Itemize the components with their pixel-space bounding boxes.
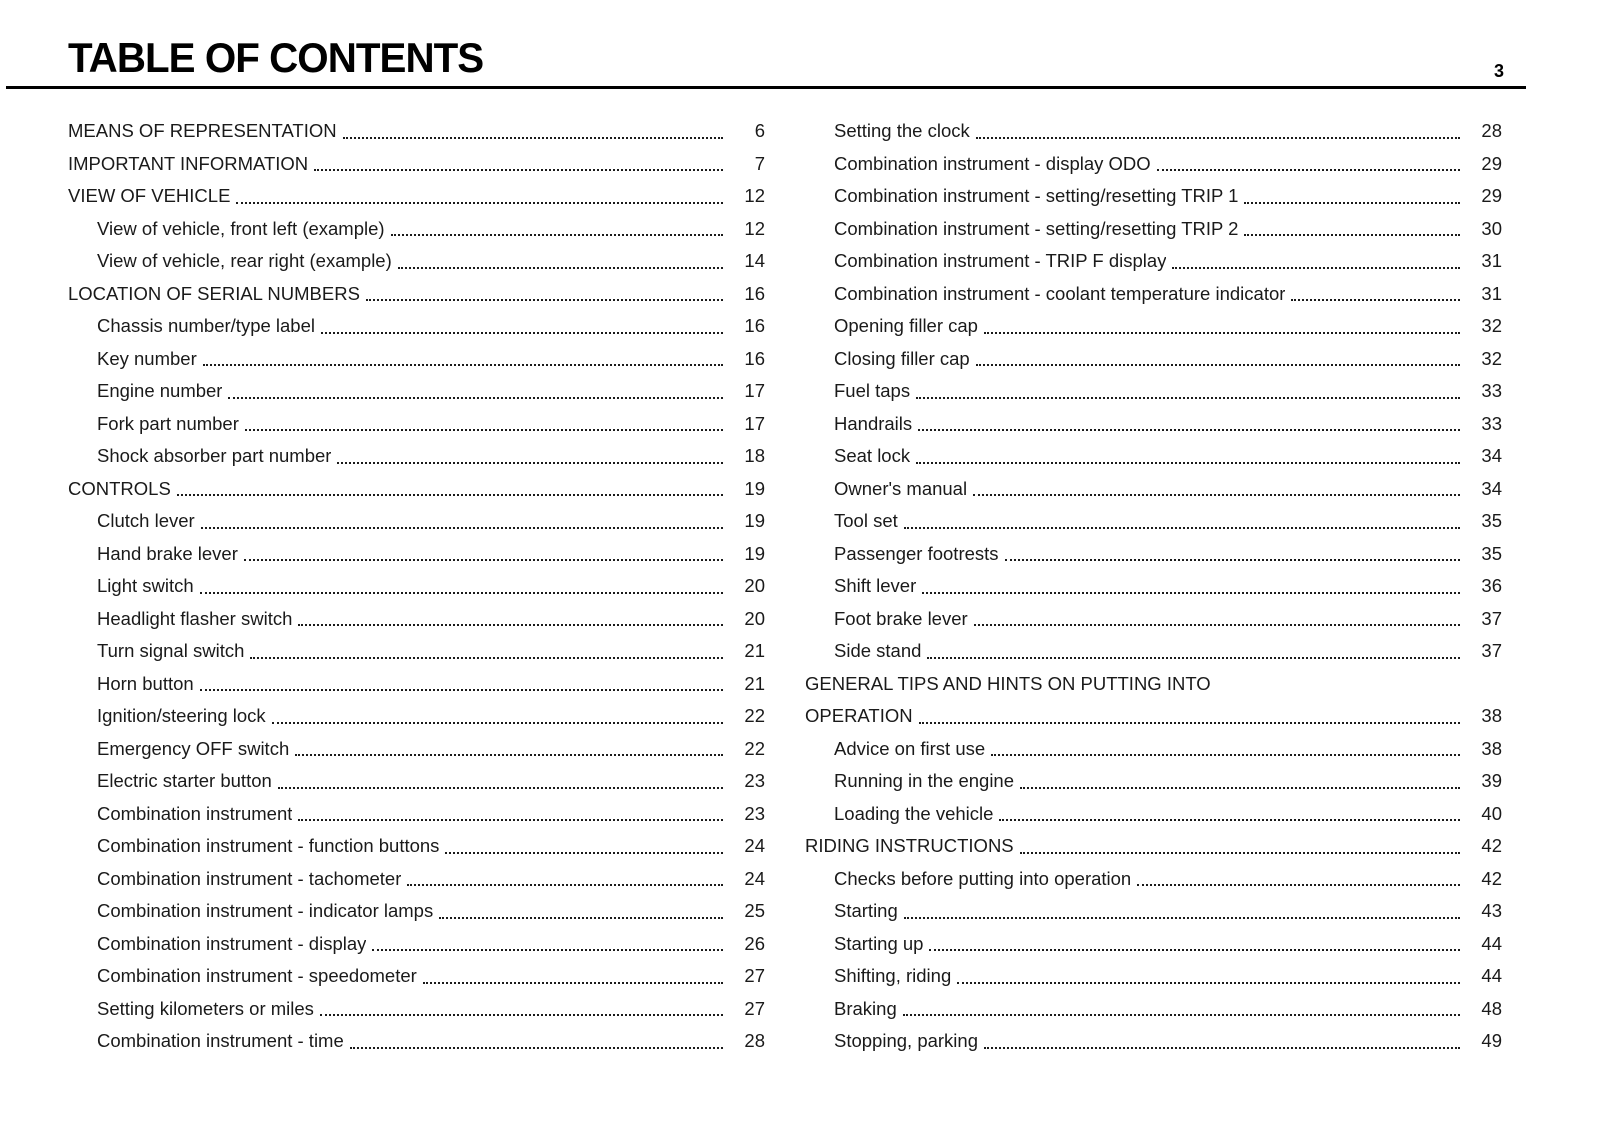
toc-entry-label: Handrails [834, 412, 913, 434]
toc-entry-label: OPERATION [805, 705, 913, 726]
toc-entry-label: Foot brake lever [834, 607, 968, 629]
toc-entry-label: Combination instrument - display [97, 932, 367, 954]
toc-entry-page: 37 [1481, 640, 1502, 661]
toc-entry-row [68, 408, 765, 441]
toc-entry-page: 39 [1481, 770, 1502, 791]
toc-entry-label: Closing filler cap [834, 347, 970, 369]
dotted-leader [407, 863, 723, 887]
toc-entry-label: Starting [834, 900, 898, 921]
toc-entry-page: 32 [1481, 347, 1502, 369]
dotted-leader [391, 213, 723, 237]
toc-entry-row [68, 278, 765, 311]
toc-entry-row [805, 180, 1502, 213]
toc-entry-label: CONTROLS [68, 477, 171, 499]
toc-entry-page: 43 [1481, 900, 1502, 921]
dotted-leader [919, 700, 1460, 724]
toc-entry-label: Engine number [97, 380, 223, 401]
dotted-leader [244, 538, 723, 562]
dotted-leader [903, 993, 1460, 1017]
dotted-leader [929, 928, 1460, 952]
toc-entry-page: 28 [744, 1030, 765, 1051]
toc-entry-label: MEANS OF REPRESENTATION [68, 120, 337, 141]
toc-entry-label: Fork part number [97, 412, 239, 434]
toc-entry-row [805, 603, 1502, 636]
dotted-leader [398, 245, 723, 269]
page-title: TABLE OF CONTENTS [68, 34, 484, 81]
toc-entry-label: Combination instrument - setting/resetting TRIP 1 [834, 185, 1239, 206]
toc-entry-row [68, 375, 765, 408]
toc-entry-page: 35 [1481, 510, 1502, 531]
toc-entry-label: VIEW OF VEHICLE [68, 185, 231, 206]
toc-entry-row [805, 635, 1502, 668]
toc-entry-label: Side stand [834, 640, 922, 661]
dotted-leader [922, 570, 1460, 594]
dotted-leader [439, 895, 723, 919]
toc-entry-page: 34 [1481, 477, 1502, 499]
dotted-leader [320, 993, 723, 1017]
toc-entry-page: 23 [744, 770, 765, 791]
dotted-leader [337, 440, 723, 464]
toc-entry-row [805, 278, 1502, 311]
toc-entry-page: 34 [1481, 445, 1502, 466]
toc-entry-row [68, 635, 765, 668]
toc-entry-page: 12 [744, 185, 765, 206]
toc-entry-page: 27 [744, 965, 765, 986]
toc-entry-label: Setting the clock [834, 120, 970, 141]
dotted-leader [350, 1025, 723, 1049]
toc-entry-page: 7 [754, 152, 765, 174]
dotted-leader [904, 895, 1460, 919]
dotted-leader [228, 375, 723, 399]
toc-column-left [68, 115, 765, 1058]
toc-entry-row [805, 245, 1502, 278]
toc-content [0, 89, 1600, 1058]
toc-entry-label: Owner's manual [834, 477, 968, 499]
dotted-leader [976, 343, 1460, 367]
toc-entry-page: 42 [1481, 867, 1502, 889]
toc-entry-label: Stopping, parking [834, 1030, 978, 1051]
toc-entry-page: 30 [1481, 217, 1502, 239]
toc-entry-page: 18 [744, 445, 765, 466]
toc-entry-page: 16 [744, 282, 765, 304]
toc-entry-label: Hand brake lever [97, 542, 238, 564]
toc-entry-row [68, 473, 765, 506]
toc-entry-page: 31 [1481, 250, 1502, 271]
toc-entry-label: Combination instrument [97, 802, 293, 824]
toc-entry-row [68, 310, 765, 343]
toc-entry-label: Braking [834, 997, 897, 1019]
dotted-leader [1291, 278, 1460, 302]
toc-entry-row [805, 538, 1502, 571]
toc-entry-label: Shifting, riding [834, 965, 952, 986]
toc-entry-row [68, 115, 765, 148]
toc-entry-page: 38 [1481, 705, 1502, 726]
toc-entry-row [68, 1025, 765, 1058]
toc-entry-label: Setting kilometers or miles [97, 997, 314, 1019]
dotted-leader [272, 700, 723, 724]
toc-entry-row [68, 993, 765, 1026]
toc-entry-row [68, 960, 765, 993]
toc-entry-label: Seat lock [834, 445, 911, 466]
dotted-leader [423, 960, 723, 984]
toc-entry-label: Combination instrument - time [97, 1030, 344, 1051]
toc-entry-label: Ignition/steering lock [97, 705, 266, 726]
dotted-leader [298, 798, 723, 822]
toc-column-right [805, 115, 1502, 1058]
toc-entry-page: 48 [1481, 997, 1502, 1019]
toc-entry-label: Advice on first use [834, 737, 986, 759]
toc-entry-row [68, 895, 765, 928]
toc-entry-row [68, 765, 765, 798]
dotted-leader [203, 343, 723, 367]
dotted-leader [918, 408, 1460, 432]
toc-entry-label: LOCATION OF SERIAL NUMBERS [68, 282, 360, 304]
toc-entry-row [805, 960, 1502, 993]
toc-entry-page: 21 [744, 672, 765, 694]
toc-entry-page: 16 [744, 347, 765, 369]
toc-entry-page: 24 [744, 867, 765, 889]
toc-entry-page: 32 [1481, 315, 1502, 336]
toc-entry-page: 21 [744, 640, 765, 661]
page-number: 3 [1493, 61, 1504, 81]
toc-entry-row [68, 440, 765, 473]
toc-entry-row [68, 213, 765, 246]
toc-entry-row [68, 245, 765, 278]
toc-entry-label: Clutch lever [97, 510, 195, 531]
dotted-leader [200, 668, 723, 692]
dotted-leader [916, 440, 1460, 464]
toc-entry-row [805, 343, 1502, 376]
toc-entry-row [805, 310, 1502, 343]
dotted-leader [321, 310, 723, 334]
dotted-leader [278, 765, 723, 789]
toc-entry-row [68, 570, 765, 603]
dotted-leader [1020, 765, 1460, 789]
page-header [6, 0, 1526, 89]
toc-entry-row [805, 408, 1502, 441]
toc-entry-row [805, 213, 1502, 246]
toc-entry-label: Key number [97, 347, 197, 369]
toc-entry-page: 17 [744, 380, 765, 401]
toc-entry-page: 6 [754, 120, 765, 141]
dotted-leader [1157, 148, 1460, 172]
toc-entry-page: 20 [744, 607, 765, 629]
dotted-leader [366, 278, 723, 302]
toc-entry-row [805, 895, 1502, 928]
toc-entry-row [805, 798, 1502, 831]
toc-entry-page: 38 [1481, 737, 1502, 759]
toc-entry-label: Tool set [834, 510, 898, 531]
dotted-leader [1137, 863, 1460, 887]
toc-entry-label: Horn button [97, 672, 194, 694]
dotted-leader [984, 1025, 1460, 1049]
toc-entry-label: View of vehicle, rear right (example) [97, 250, 392, 271]
toc-entry-page: 19 [744, 510, 765, 531]
toc-entry-label: Combination instrument - display ODO [834, 152, 1151, 174]
toc-entry-row [68, 830, 765, 863]
toc-entry-page: 35 [1481, 542, 1502, 564]
toc-entry-row [68, 863, 765, 896]
toc-entry-label: View of vehicle, front left (example) [97, 217, 385, 239]
toc-entry-row [805, 928, 1502, 961]
dotted-leader [1005, 538, 1460, 562]
toc-entry-label: Turn signal switch [97, 640, 245, 661]
dotted-leader [999, 798, 1460, 822]
toc-entry-page: 14 [744, 250, 765, 271]
toc-entry-row [805, 148, 1502, 181]
toc-entry-row [68, 538, 765, 571]
toc-entry-page: 19 [744, 477, 765, 499]
toc-entry-page: 20 [744, 575, 765, 596]
toc-entry-row [805, 733, 1502, 766]
toc-entry-page: 42 [1481, 835, 1502, 856]
toc-entry-page: 25 [744, 900, 765, 921]
dotted-leader [236, 180, 723, 204]
toc-entry-page: 40 [1481, 802, 1502, 824]
toc-entry-page: 27 [744, 997, 765, 1019]
dotted-leader [200, 570, 723, 594]
toc-entry-label: Fuel taps [834, 380, 911, 401]
dotted-leader [991, 733, 1460, 757]
toc-entry-row [805, 993, 1502, 1026]
toc-entry-label: Combination instrument - coolant temperature indicator [834, 282, 1286, 304]
toc-entry-row [68, 603, 765, 636]
toc-entry-page: 29 [1481, 152, 1502, 174]
toc-entry-row [68, 700, 765, 733]
toc-entry-row [68, 505, 765, 538]
toc-entry-row [805, 863, 1502, 896]
dotted-leader [916, 375, 1460, 399]
dotted-leader [976, 115, 1460, 139]
toc-entry-row [68, 798, 765, 831]
toc-entry-label: Loading the vehicle [834, 802, 994, 824]
toc-entry-label: Combination instrument - setting/resetting TRIP 2 [834, 217, 1239, 239]
toc-entry-page: 28 [1481, 120, 1502, 141]
toc-entry-page: 24 [744, 835, 765, 856]
toc-entry-page: 37 [1481, 607, 1502, 629]
toc-entry-label: GENERAL TIPS AND HINTS ON PUTTING INTO [805, 672, 1211, 694]
toc-entry-label: Checks before putting into operation [834, 867, 1132, 889]
toc-entry-label: Passenger footrests [834, 542, 999, 564]
dotted-leader [1172, 245, 1460, 269]
toc-entry-row [805, 765, 1502, 798]
toc-entry-label: Shift lever [834, 575, 917, 596]
toc-entry-label: Electric starter button [97, 770, 272, 791]
toc-entry-row [68, 343, 765, 376]
toc-entry-page: 44 [1481, 932, 1502, 954]
dotted-leader [295, 733, 723, 757]
toc-entry-page: 19 [744, 542, 765, 564]
toc-entry-page: 36 [1481, 575, 1502, 596]
dotted-leader [445, 830, 723, 854]
dotted-leader [343, 115, 723, 139]
dotted-leader [314, 148, 723, 172]
toc-entry-label: Emergency OFF switch [97, 737, 290, 759]
dotted-leader [372, 928, 723, 952]
toc-entry-page: 22 [744, 737, 765, 759]
toc-entry-page: 16 [744, 315, 765, 336]
toc-entry-label: Combination instrument - function buttons [97, 835, 440, 856]
toc-entry-page: 23 [744, 802, 765, 824]
toc-entry-page: 26 [744, 932, 765, 954]
toc-entry-row [805, 440, 1502, 473]
toc-entry-label: Running in the engine [834, 770, 1015, 791]
toc-entry-row [805, 505, 1502, 538]
toc-entry-row [68, 180, 765, 213]
toc-entry-label: Combination instrument - speedometer [97, 965, 417, 986]
toc-entry-page: 44 [1481, 965, 1502, 986]
toc-entry-row [805, 570, 1502, 603]
toc-entry-label: Combination instrument - tachometer [97, 867, 402, 889]
dotted-leader [250, 635, 723, 659]
toc-entry-row [68, 733, 765, 766]
toc-entry-row [805, 1025, 1502, 1058]
dotted-leader [1244, 180, 1460, 204]
toc-entry-label: Shock absorber part number [97, 445, 332, 466]
dotted-leader [984, 310, 1460, 334]
dotted-leader [927, 635, 1460, 659]
toc-entry-page: 49 [1481, 1030, 1502, 1051]
toc-entry-row [805, 375, 1502, 408]
toc-entry-page: 31 [1481, 282, 1502, 304]
toc-entry-label: Combination instrument - indicator lamps [97, 900, 434, 921]
dotted-leader [973, 473, 1460, 497]
toc-entry-row [805, 668, 1502, 701]
toc-entry-page: 29 [1481, 185, 1502, 206]
toc-entry-label: Light switch [97, 575, 194, 596]
toc-entry-page: 33 [1481, 380, 1502, 401]
dotted-leader [1244, 213, 1460, 237]
toc-entry-row [805, 473, 1502, 506]
dotted-leader [1020, 830, 1460, 854]
toc-entry-row [805, 830, 1502, 863]
dotted-leader [177, 473, 723, 497]
dotted-leader [904, 505, 1460, 529]
toc-entry-row [68, 668, 765, 701]
toc-entry-label: Headlight flasher switch [97, 607, 293, 629]
toc-entry-label: Combination instrument - TRIP F display [834, 250, 1167, 271]
toc-entry-row [805, 700, 1502, 733]
toc-entry-label: Chassis number/type label [97, 315, 315, 336]
toc-entry-label: Starting up [834, 932, 924, 954]
dotted-leader [957, 960, 1460, 984]
dotted-leader [298, 603, 723, 627]
dotted-leader [201, 505, 723, 529]
toc-entry-row [68, 148, 765, 181]
toc-entry-label: IMPORTANT INFORMATION [68, 152, 309, 174]
dotted-leader [974, 603, 1460, 627]
toc-entry-row [68, 928, 765, 961]
toc-entry-row [805, 115, 1502, 148]
dotted-leader [245, 408, 723, 432]
toc-entry-page: 33 [1481, 412, 1502, 434]
toc-entry-page: 22 [744, 705, 765, 726]
toc-entry-label: Opening filler cap [834, 315, 978, 336]
toc-entry-page: 12 [744, 217, 765, 239]
toc-entry-page: 17 [744, 412, 765, 434]
toc-entry-label: RIDING INSTRUCTIONS [805, 835, 1014, 856]
